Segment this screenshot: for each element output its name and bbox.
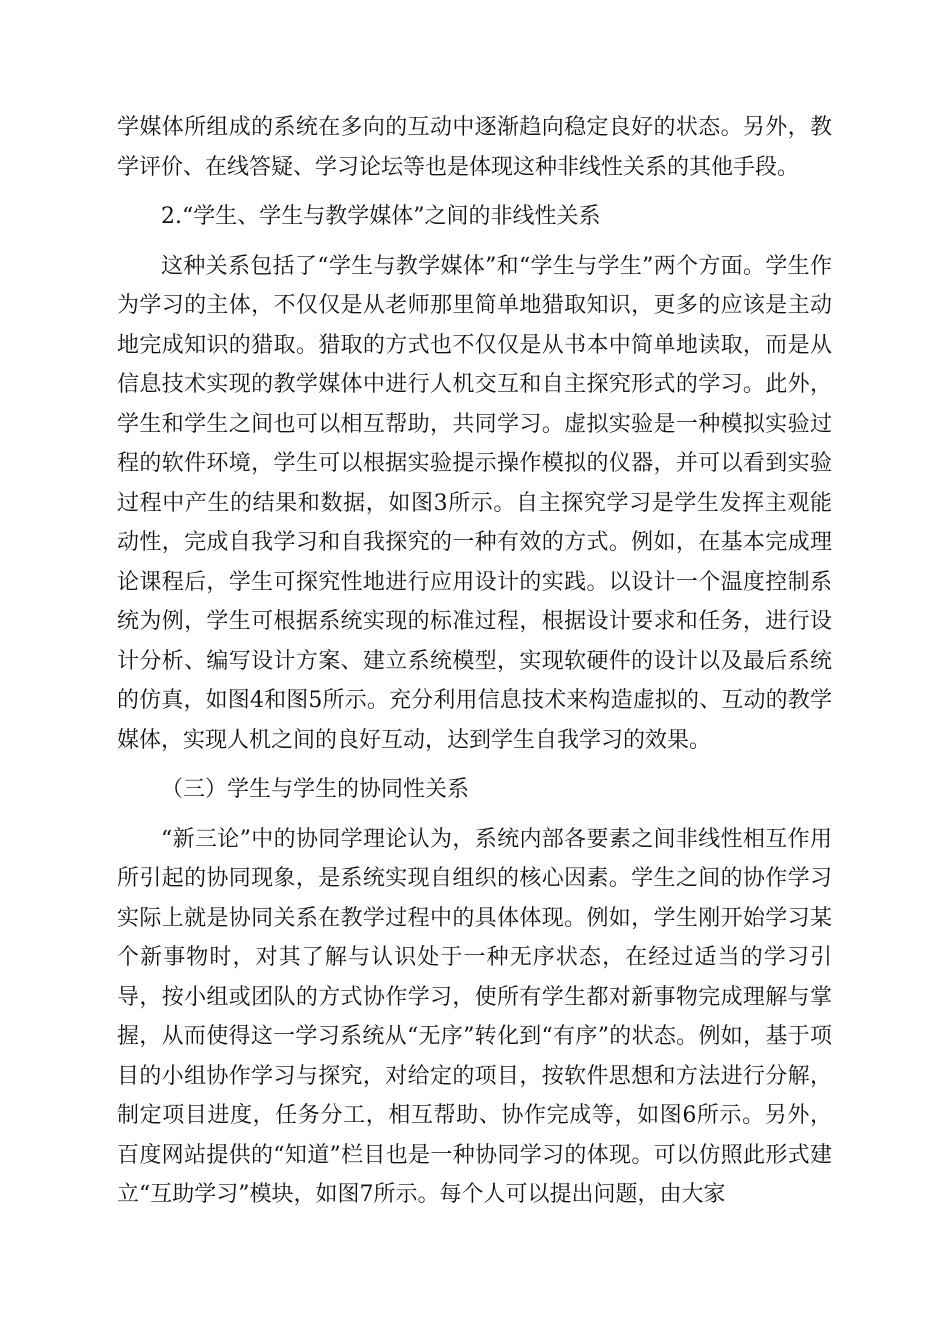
section-heading-2: 2.“学生、学生与教学媒体”之间的非线性关系 [161, 204, 601, 229]
paragraph-synergy-relations: “新三论”中的协同学理论认为，系统内部各要素之间非线性相互作用所引起的协同现象，是系统实现自组织的核心因素。学生之间的协作学习实际上就是协同关系在教学过程中的具体体现。例如，学生刚开始学习某个新事物时，对其了解与认识处于一种无序状态，在经过适当的学习引导，按小组或团队的方式协作学习，使所有学生都对新事物完成理解与掌握，从而使得这一学习系统从“无序”转化到“有序”的状态。例如，基于项目的小组协作学习与探究，对给定的项目，按软件思想和方法进行分解，制定项目进度，任务分工，相互帮助、协作完成等，如图6所示。另外，百度网站提供的“知道”栏目也是一种协同学习的体现。可以仿照此形式建立“互助学习”模块，如图7所示。每个人可以提出问题，由大家 [117, 826, 832, 1207]
document-page [117, 108, 832, 1215]
section-heading-3: （三）学生与学生的协同性关系 [161, 777, 470, 802]
paragraph-nonlinear-relations: 这种关系包括了“学生与教学媒体”和“学生与学生”两个方面。学生作为学习的主体，不仅仅是从老师那里简单地猎取知识，更多的应该是主动地完成知识的猎取。猎取的方式也不仅仅是从书本中简单地读取，而是从信息技术实现的教学媒体中进行人机交互和自主探究形式的学习。此外，学生和学生之间也可以相互帮助，共同学习。虚拟实验是一种模拟实验过程的软件环境，学生可以根据实验提示操作模拟的仪器，并可以看到实验过程中产生的结果和数据，如图3所示。自主探究学习是学生发挥主观能动性，完成自我学习和自我探究的一种有效的方式。例如，在基本完成理论课程后，学生可探究性地进行应用设计的实践。以设计一个温度控制系统为例，学生可根据系统实现的标准过程，根据设计要求和任务，进行设计分析、编写设计方案、建立系统模型，实现软硬件的设计以及最后系统的仿真，如图4和图5所示。充分利用信息技术来构造虚拟的、互动的教学媒体，实现人机之间的良好互动，达到学生自我学习的效果。 [117, 253, 832, 753]
paragraph-continued: 学媒体所组成的系统在多向的互动中逐渐趋向稳定良好的状态。另外，教学评价、在线答疑、学习论坛等也是体现这种非线性关系的其他手段。 [117, 115, 832, 180]
